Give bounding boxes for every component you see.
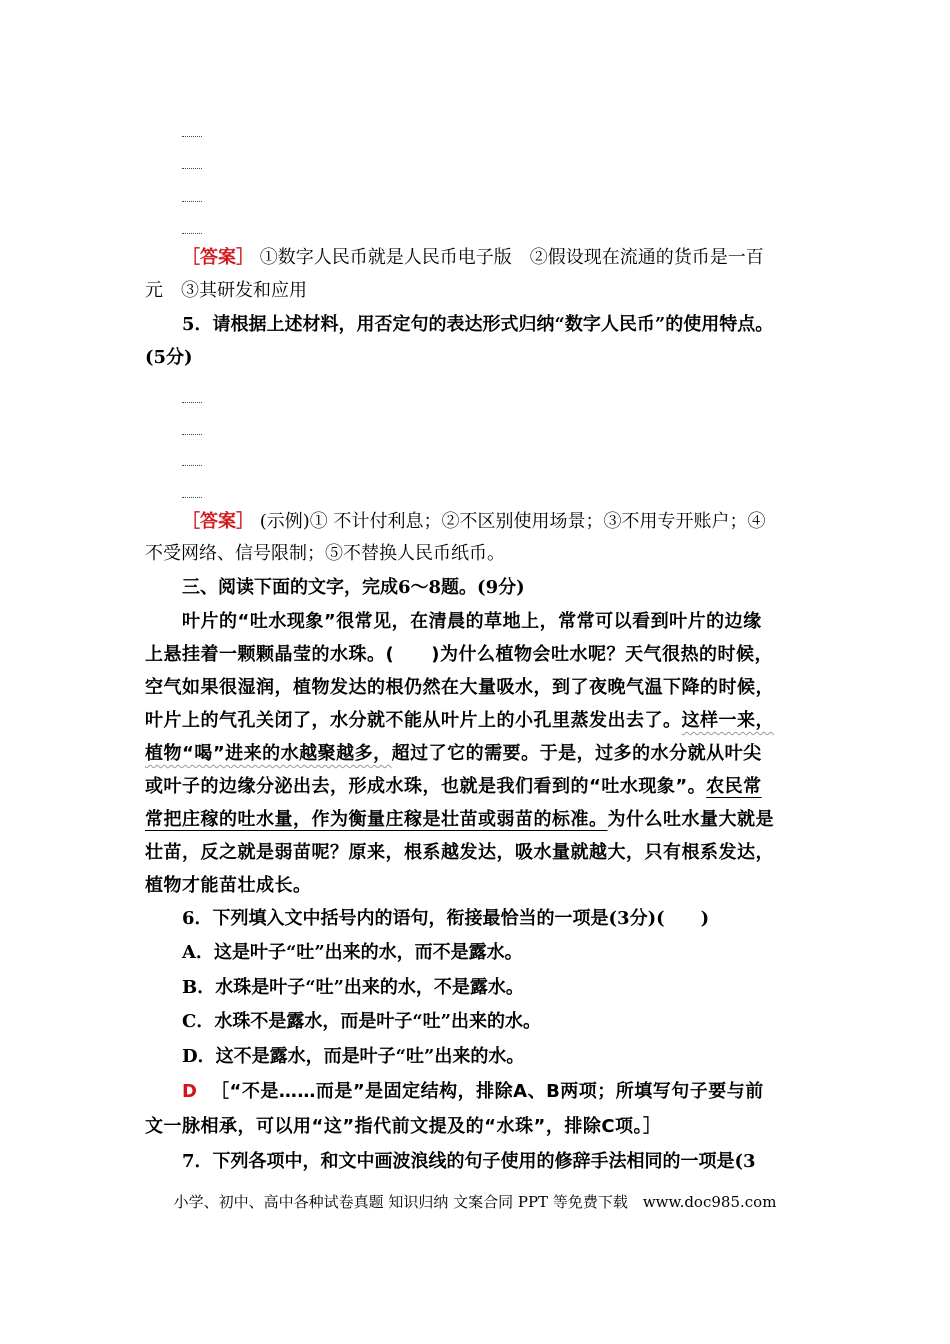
passage-line: 空气如果很湿润，植物发达的根仍然在大量吸水，到了夜晚气温下降的时候， — [145, 677, 774, 698]
answer-blank-line — [182, 465, 202, 466]
q5-answer-text-1: (示例)① 不计付利息；②不区别使用场景；③不用专开账户；④ — [259, 511, 766, 532]
passage-line: 上悬挂着一颗颗晶莹的水珠。( )为什么植物会吐水呢？天气很热的时候， — [145, 644, 773, 665]
q6-explanation-text: ［“不是……而是”是固定结构，排除A、B两项；所填写句子要与前 — [211, 1081, 764, 1102]
q6-explanation-line-2: 文一脉相承，可以用“这”指代前文提及的“水珠”，排除C项。］ — [145, 1116, 662, 1137]
q4-answer-line-2: 元 ③其研发和应用 — [145, 280, 307, 301]
answer-blank-line — [182, 136, 202, 137]
q6-answer-letter: D — [182, 1081, 198, 1102]
q4-answer-text-1: ①数字人民币就是人民币电子版 ②假设现在流通的货币是一百 — [259, 247, 764, 268]
answer-label: ［答案］ — [182, 247, 254, 268]
passage-text: 或叶子的边缘分泌出去，形成水珠，也就是我们看到的“吐水现象”。 — [145, 776, 707, 797]
answer-blank-line — [182, 402, 202, 403]
answer-blank-line — [182, 497, 202, 498]
passage-text: 超过了它的需要。于是，过多的水分就从叶尖 — [391, 743, 762, 764]
passage-text: 叶片上的气孔关闭了，水分就不能从叶片上的小孔里蒸发出去了。 — [145, 710, 682, 731]
wavy-underlined-sentence: 植物“喝”进来的水越聚越多， — [145, 743, 392, 764]
answer-label: ［答案］ — [182, 511, 254, 532]
q6-question: 6．下列填入文中括号内的语句，衔接最恰当的一项是(3分)( ) — [182, 908, 710, 929]
underlined-sentence: 农民常 — [706, 776, 762, 797]
answer-blank-line — [182, 233, 202, 234]
section-3-heading: 三、阅读下面的文字，完成6～8题。(9分) — [182, 577, 525, 598]
passage-line — [145, 776, 810, 798]
answer-blank-line — [182, 201, 202, 202]
passage-text: 为什么吐水量大就是 — [607, 809, 774, 830]
page-footer: 小学、初中、高中各种试卷真题 知识归纳 文案合同 PPT 等免费下载 www.doc985.com — [173, 1193, 777, 1211]
answer-blank-line — [182, 168, 202, 169]
q5-question-line-2: (5分) — [145, 347, 193, 368]
q5-question-line-1: 5．请根据上述材料，用否定句的表达形式归纳“数字人民币”的使用特点。 — [182, 314, 774, 335]
wavy-underlined-sentence: 这样一来， — [681, 710, 774, 731]
q6-option-a: A．这是叶子“吐”出来的水，而不是露水。 — [182, 942, 523, 963]
passage-line: 植物才能苗壮成长。 — [145, 875, 312, 896]
passage-line: 壮苗，反之就是弱苗呢？原来，根系越发达，吸水量就越大，只有根系发达， — [145, 842, 774, 863]
answer-blank-line — [182, 434, 202, 435]
q5-answer-line-2: 不受网络、信号限制；⑤不替换人民币纸币。 — [145, 543, 505, 564]
underlined-sentence: 常把庄稼的吐水量，作为衡量庄稼是壮苗或弱苗的标准。 — [145, 809, 608, 830]
q4-answer-line-1 — [182, 247, 810, 269]
q6-explanation-line-1 — [182, 1081, 810, 1103]
passage-line — [145, 743, 810, 765]
passage-line — [145, 809, 810, 831]
passage-line: 叶片的“吐水现象”很常见，在清晨的草地上，常常可以看到叶片的边缘 — [182, 611, 762, 632]
passage-line — [145, 710, 810, 732]
q6-option-c: C．水珠不是露水，而是叶子“吐”出来的水。 — [182, 1011, 542, 1032]
q6-option-d: D．这不是露水，而是叶子“吐”出来的水。 — [182, 1046, 525, 1067]
q6-option-b: B．水珠是叶子“吐”出来的水，不是露水。 — [182, 977, 524, 998]
q7-question: 7．下列各项中，和文中画波浪线的句子使用的修辞手法相同的一项是(3 — [182, 1151, 756, 1172]
q5-answer-line-1 — [182, 511, 810, 533]
